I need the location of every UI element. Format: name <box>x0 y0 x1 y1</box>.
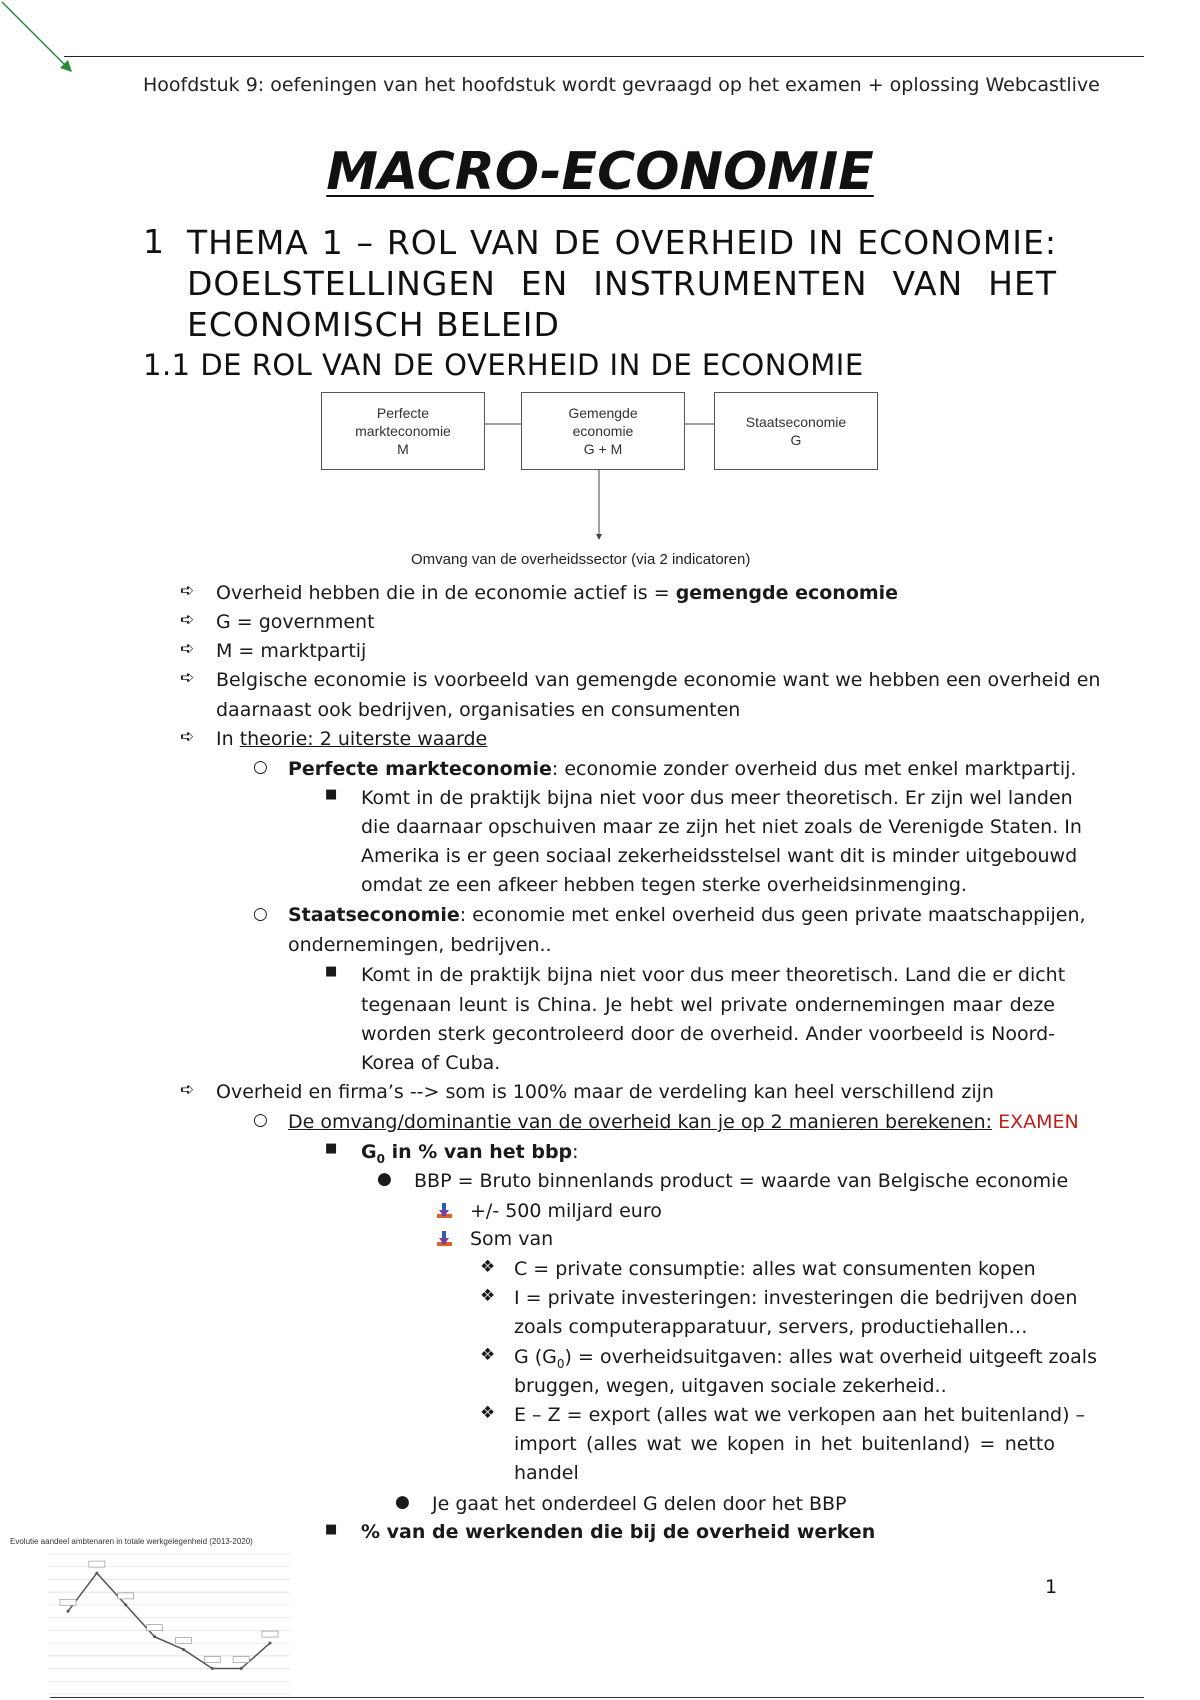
bullet-text: tegenaan leunt is China. Je hebt wel private ondernemingen maar deze <box>361 994 1055 1016</box>
heading1-line: ECONOMISCH BELEID <box>187 305 560 344</box>
square-bullet-icon: ■ <box>325 1522 338 1537</box>
bullet-text: Komt in de praktijk bijna niet voor dus meer theoretisch. Land die er dicht <box>361 964 1066 986</box>
heading1-line: DOELSTELLINGEN EN INSTRUMENTEN VAN HET <box>187 264 1057 303</box>
arrow-bullet-icon: ➪ <box>180 610 195 630</box>
exam-label: EXAMEN <box>998 1111 1079 1133</box>
square-bullet-icon: ■ <box>325 787 338 802</box>
document-title: MACRO-ECONOMIE <box>326 142 874 202</box>
chart-point <box>269 1642 272 1645</box>
bullet-text: C = private consumptie: alles wat consumenten kopen <box>514 1258 1036 1280</box>
bullet-text: In theorie: 2 uiterste waarde <box>216 728 488 750</box>
diagram-box-markteconomie <box>321 392 485 470</box>
chart-data-label <box>60 1599 76 1605</box>
heading1 <box>187 222 1057 345</box>
circle-bullet-icon: ○ <box>253 757 268 777</box>
chart-title: Evolutie aandeel ambtenaren in totale werkgelegenheid (2013-2020) <box>10 1537 253 1546</box>
bullet-text: Korea of Cuba. <box>361 1052 501 1074</box>
bullet-text: daarnaast ook bedrijven, organisaties en consumenten <box>216 699 741 721</box>
chart-series-line <box>68 1573 270 1668</box>
box-label: M <box>397 441 409 457</box>
arrow-bullet-icon: ➪ <box>180 668 195 688</box>
chart-point <box>153 1635 156 1638</box>
bullet-text: G = government <box>216 611 375 633</box>
box-label: G <box>790 432 802 448</box>
box-label: G + M <box>583 441 623 457</box>
bullet-text: handel <box>514 1462 579 1484</box>
bullet-text: De omvang/dominantie van de overheid kan je op 2 manieren berekenen: EXAMEN <box>288 1111 1079 1133</box>
bullet-text: $G_0$ in % van het bbp: <box>361 1141 579 1166</box>
bullet-text: M = marktpartij <box>216 640 367 662</box>
colored-arrow-bullet-icon <box>436 1229 454 1249</box>
heading1-line: THEMA 1 – ROL VAN DE OVERHEID IN ECONOMIE: <box>187 223 1057 262</box>
bullet-text: Je gaat het onderdeel G delen door het BBP <box>432 1493 847 1515</box>
box-label: markteconomie <box>355 423 451 439</box>
bullet-text: BBP = Bruto binnenlands product = waarde van Belgische economie <box>414 1170 1069 1192</box>
chart-point <box>240 1667 243 1670</box>
box-label: Perfecte <box>376 405 430 421</box>
dot-bullet-icon: ● <box>395 1492 410 1512</box>
diamond-bullet-icon: ❖ <box>480 1403 496 1423</box>
diamond-bullet-icon: ❖ <box>480 1345 496 1365</box>
circle-bullet-icon: ○ <box>253 904 268 924</box>
bullet-text: Overheid hebben die in de economie actief is = gemengde economie <box>216 582 899 604</box>
diamond-bullet-icon: ❖ <box>480 1257 496 1277</box>
diamond-bullet-icon: ❖ <box>480 1286 496 1306</box>
corner-arrow-decoration <box>0 0 80 80</box>
heading2: 1.1 DE ROL VAN DE OVERHEID IN DE ECONOMIE <box>143 348 864 382</box>
chart-point <box>67 1610 70 1613</box>
bullet-text: Belgische economie is voorbeeld van gemengde economie want we hebben een overheid en <box>216 669 1101 691</box>
arrow-bullet-icon: ➪ <box>180 581 195 601</box>
dot-bullet-icon: ● <box>377 1169 392 1189</box>
bullet-text: E – Z = export (alles wat we verkopen aan het buitenland) – <box>514 1404 1086 1426</box>
chart-point <box>124 1603 127 1606</box>
bullet-text: Staatseconomie: economie met enkel overheid dus geen private maatschappijen, <box>288 904 1086 926</box>
arrow-bullet-icon: ➪ <box>180 1080 195 1100</box>
chart-point <box>211 1667 214 1670</box>
bullet-text: import (alles wat we kopen in het buitenland) = netto <box>514 1433 1055 1455</box>
circle-bullet-icon: ○ <box>253 1110 268 1130</box>
bullet-text: ondernemingen, bedrijven.. <box>288 934 552 956</box>
bullet-text: worden sterk gecontroleerd door de overheid. Ander voorbeeld is Noord- <box>361 1023 1055 1045</box>
colored-arrow-bullet-icon <box>436 1201 454 1221</box>
bullet-text: Som van <box>470 1228 554 1250</box>
diagram-caption: Omvang van de overheidssector (via 2 indicatoren) <box>411 551 751 568</box>
bullet-text: Perfecte markteconomie: economie zonder overheid dus met enkel marktpartij. <box>288 758 1077 780</box>
bullet-text: die daarnaar opschuiven maar ze zijn het niet zoals de Verenigde Staten. In <box>361 816 1082 838</box>
footer-rule <box>50 1697 1144 1698</box>
chart-data-label <box>118 1593 134 1599</box>
bullet-text: Overheid en firma’s --> som is 100% maar de verdeling kan heel verschillend zijn <box>216 1081 994 1103</box>
chart-data-label <box>147 1625 163 1631</box>
bullet-text: +/- 500 miljard euro <box>470 1200 662 1222</box>
diagram-box-staatseconomie <box>714 392 878 470</box>
box-label: Gemengde <box>568 405 638 421</box>
chart-data-label <box>89 1561 105 1567</box>
bullet-text: Komt in de praktijk bijna niet voor dus meer theoretisch. Er zijn wel landen <box>361 787 1073 809</box>
arrow-bullet-icon: ➪ <box>180 727 195 747</box>
chart-point <box>95 1572 98 1575</box>
bullet-text: bruggen, wegen, uitgaven sociale zekerheid.. <box>514 1375 947 1397</box>
header-rule <box>64 56 1144 57</box>
heading1-number: 1 <box>143 222 165 261</box>
bullet-text: I = private investeringen: investeringen die bedrijven doen <box>514 1287 1078 1309</box>
arrow-bullet-icon: ➪ <box>180 639 195 659</box>
bullet-text: zoals computerapparatuur, servers, productiehallen… <box>514 1316 1028 1338</box>
line-chart-thumbnail <box>8 1534 308 1700</box>
chart-data-label <box>204 1657 220 1663</box>
bullet-text: omdat ze een afkeer hebben tegen sterke overheidsinmenging. <box>361 874 967 896</box>
bullet-text: % van de werkenden die bij de overheid werken <box>361 1521 876 1543</box>
chart-data-label <box>233 1657 249 1663</box>
chart-data-label <box>175 1637 191 1643</box>
box-label: Staatseconomie <box>745 414 847 430</box>
box-label: economie <box>572 423 634 439</box>
square-bullet-icon: ■ <box>325 1141 338 1156</box>
square-bullet-icon: ■ <box>325 964 338 979</box>
bullet-text: Amerika is er geen sociaal zekerheidsstelsel want dit is minder uitgebouwd <box>361 845 1078 867</box>
chart-point <box>182 1648 185 1651</box>
diagram-box-gemengde-economie <box>521 392 685 470</box>
page-header: Hoofdstuk 9: oefeningen van het hoofdstuk wordt gevraagd op het examen + oplossing Webcastlive <box>143 74 1100 96</box>
bullet-text: G $(G_0)$ = overheidsuitgaven: alles wat overheid uitgeeft zoals <box>514 1346 1097 1371</box>
page-number: 1 <box>1045 1576 1058 1598</box>
chart-data-label <box>262 1631 278 1637</box>
